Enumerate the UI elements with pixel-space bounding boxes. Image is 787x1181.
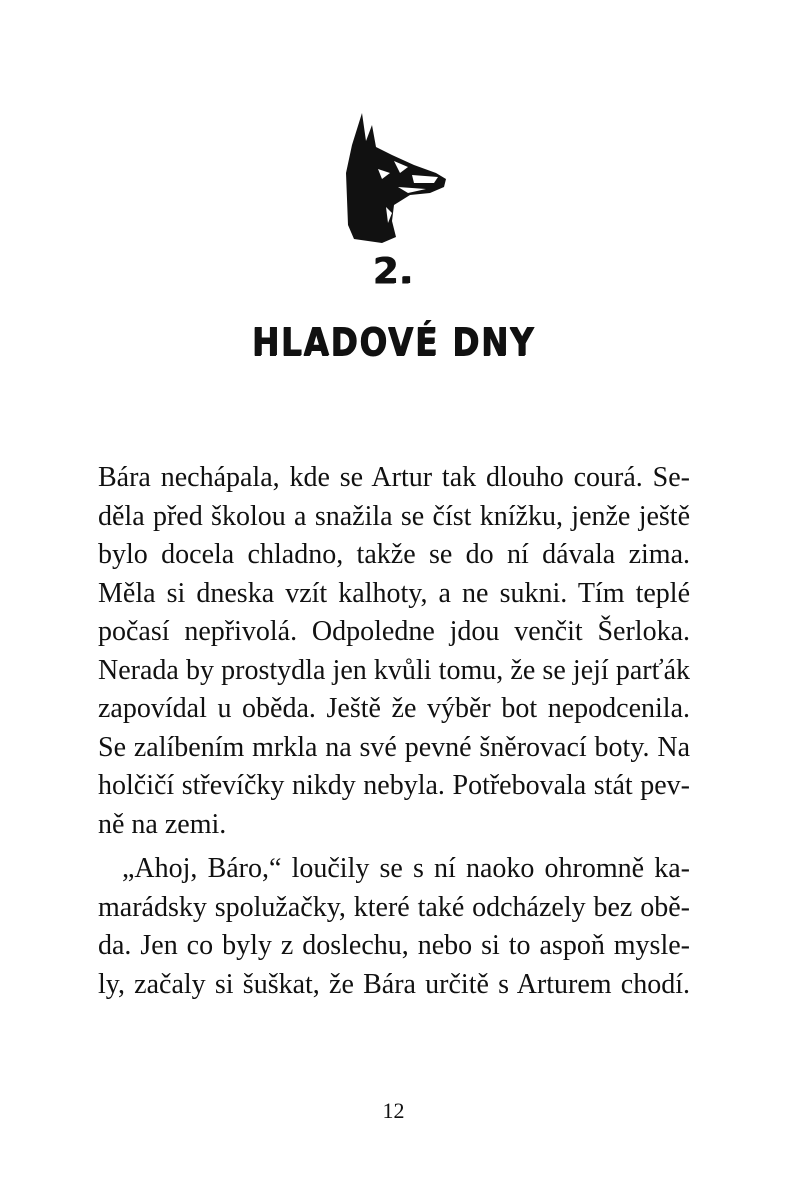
text-line: Bára nechápala, kde se Artur tak dlouho courá. Se- — [98, 462, 690, 493]
paragraph — [98, 459, 690, 844]
text-line: ně na zemi. — [98, 808, 227, 840]
page-number: 12 — [382, 1098, 405, 1123]
text-line: počasí nepřivolá. Odpoledne jdou venčit Šerloka. — [98, 616, 690, 647]
text-line: ly, začaly si šuškat, že Bára určitě s Arturem chodí. — [98, 968, 690, 1000]
text-line: holčičí střevíčky nikdy nebyla. Potřebovala stát pev- — [98, 770, 690, 801]
chapter-title: HLADOVÉ DNY — [251, 320, 536, 364]
text-line: děla před školou a snažila se číst knížku, jenže ještě — [98, 500, 690, 532]
body-text — [98, 459, 690, 1004]
chapter-number: 2. — [373, 251, 414, 292]
text-line: Měla si dneska vzít kalhoty, a ne sukni. Tím teplé — [98, 577, 690, 609]
text-line: marádsky spolužačky, které také odcházely bez obě- — [98, 891, 690, 923]
doberman-head-icon — [338, 113, 450, 243]
text-line: bylo docela chladno, takže se do ní dávala zima. — [98, 539, 690, 570]
text-line: Nerada by prostydla jen kvůli tomu, že se její parťák — [98, 654, 690, 686]
paragraph — [98, 850, 690, 1004]
text-line: Se zalíbením mrkla na své pevné šněrovací boty. Na — [98, 731, 690, 763]
text-line: da. Jen co byly z doslechu, nebo si to aspoň mysle- — [98, 930, 690, 961]
text-line: zapovídal u oběda. Ještě že výběr bot nepodcenila. — [98, 693, 690, 724]
text-line: „Ahoj, Báro,“ loučily se s ní naoko ohromně ka- — [122, 853, 690, 884]
